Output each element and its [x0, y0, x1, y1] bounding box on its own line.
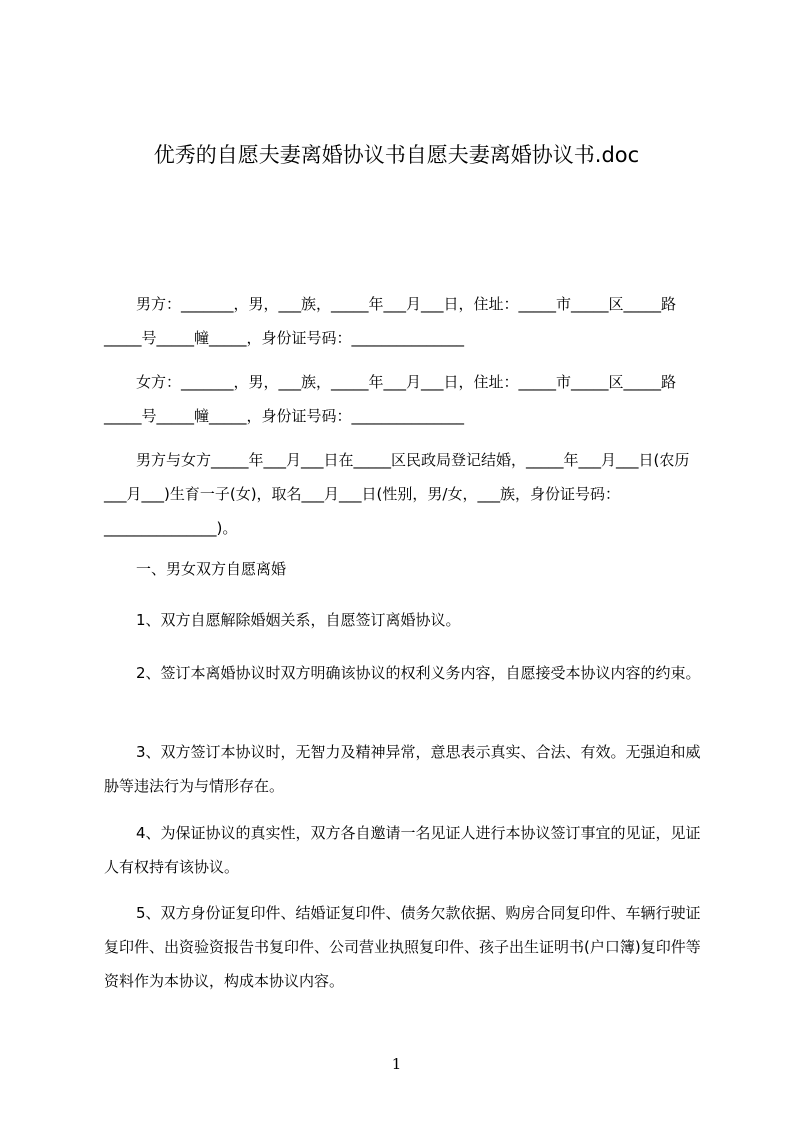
paragraph-marriage-info: 男方与女方_____年___月___日在_____区民政局登记结婚，_____年___月___日(农历___月___)生育一子(女)，取名___月___日(性别，男/女，___族，身份证号码：_______________)。	[104, 451, 690, 537]
paragraph-male-party: 男方：_______，男，___族，_____年___月___日，住址：_____市_____区_____路_____号_____幢_____，身份证号码：_______________	[104, 295, 677, 347]
paragraph-female-party: 女方：_______，男，___族，_____年___月___日，住址：_____市_____区_____路_____号_____幢_____，身份证号码：_______________	[104, 373, 677, 425]
document-title: 优秀的自愿夫妻离婚协议书自愿夫妻离婚协议书.doc	[153, 143, 640, 167]
page-number: 1	[391, 1055, 402, 1073]
clause-2: 2、签订本离婚协议时双方明确该协议的权利义务内容，自愿接受本协议内容的约束。	[136, 664, 701, 682]
clause-1: 1、双方自愿解除婚姻关系，自愿签订离婚协议。	[136, 611, 461, 629]
section-heading-1: 一、男女双方自愿离婚	[136, 560, 287, 578]
clause-5: 5、双方身份证复印件、结婚证复印件、债务欠款依据、购房合同复印件、车辆行驶证复印件、出资验资报告书复印件、公司营业执照复印件、孩子出生证明书(户口簿)复印件等资料作为本协议，构成本协议内容。	[104, 904, 701, 990]
clause-3: 3、双方签订本协议时，无智力及精神异常，意思表示真实、合法、有效。无强迫和威胁等违法行为与情形存在。	[104, 743, 701, 795]
clause-4: 4、为保证协议的真实性，双方各自邀请一名见证人进行本协议签订事宜的见证，见证人有权持有该协议。	[104, 824, 701, 876]
